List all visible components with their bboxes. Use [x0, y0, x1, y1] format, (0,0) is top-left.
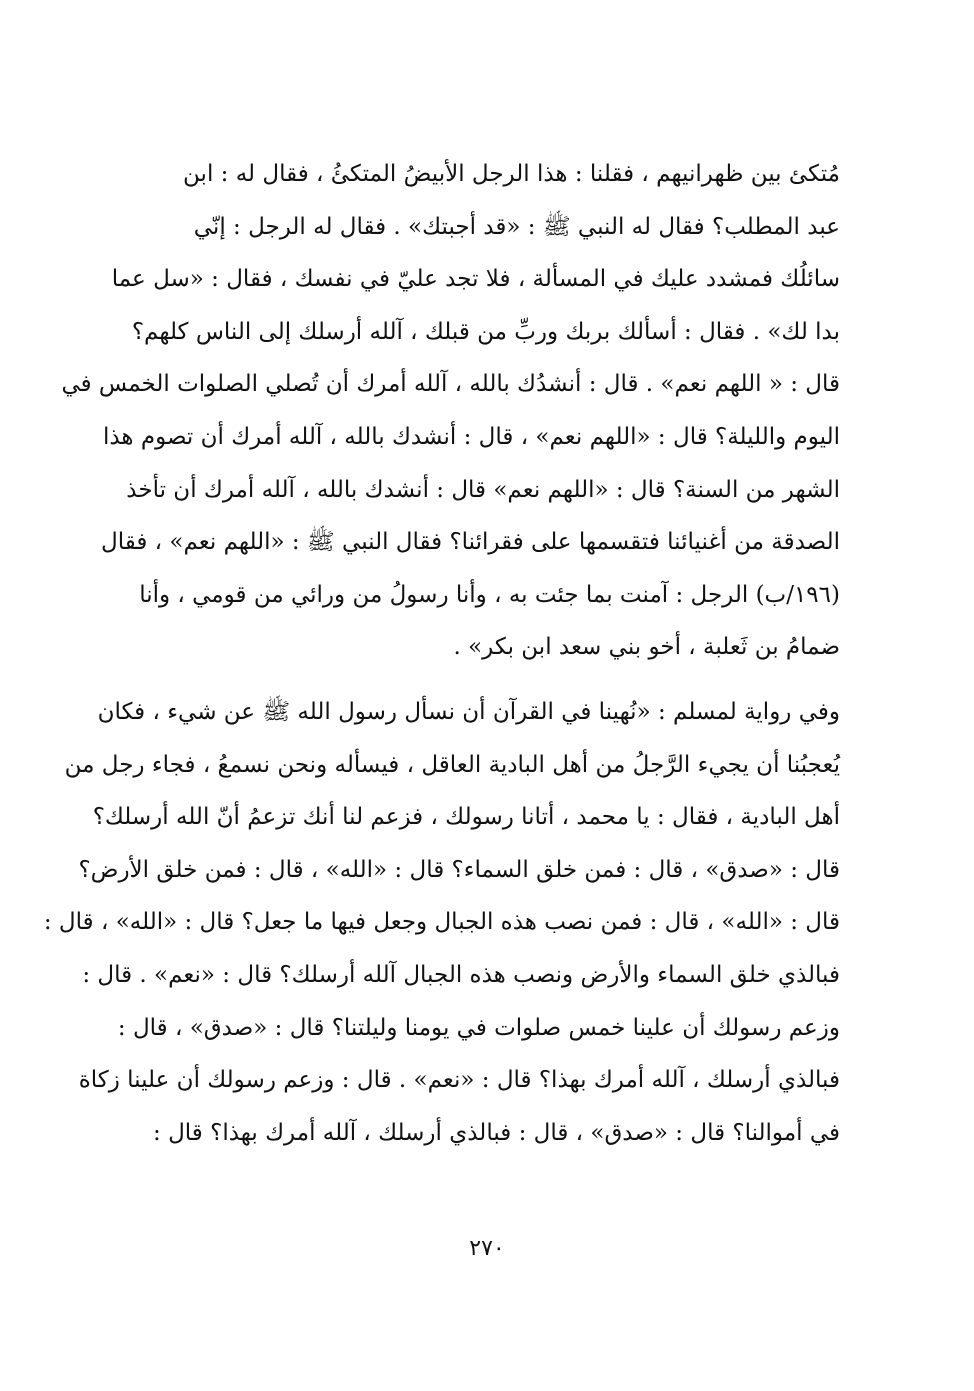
text-line: فبالذي أرسلك ، آلله أمرك بهذا؟ قال : «نعم» . قال : وزعم رسولك أن علينا زكاة: [78, 1067, 840, 1094]
text-line: بدا لك» . فقال : أسألك بربك وربِّ من قبلك ، آلله أرسلك إلى الناس كلهم؟: [131, 318, 840, 345]
text-line: ضمامُ بن ثَعلبة ، أخو بني سعد ابن بكر» .: [453, 634, 840, 661]
paragraph-1: [61, 148, 840, 674]
text-line: مُتكئ بين ظهرانيهم ، فقلنا : هذا الرجل الأبيضُ المتكئُ ، فقال له : ابن: [183, 161, 840, 187]
text-line: الشهر من السنة؟ قال : «اللهم نعم» قال : أنشدك بالله ، آلله أمرك أن تأخذ: [126, 476, 840, 503]
paragraph-2: [43, 686, 840, 1159]
text-line: سائلُك فمشدد عليك في المسألة ، فلا تجد عليّ في نفسك ، فقال : «سل عما: [111, 266, 840, 293]
text-line: يُعجبُنا أن يجيء الرَّجلُ من أهل البادية العاقل ، فيسأله ونحن نسمعُ ، فجاء رجل من: [64, 751, 840, 778]
text-line: (١٩٦/ب) الرجل : آمنت بما جئت به ، وأنا رسولُ من ورائي من قومي ، وأنا: [139, 581, 840, 608]
text-line: عبد المطلب؟ فقال له النبي ﷺ : «قد أجبتك» . فقال له الرجل : إنّي: [193, 213, 840, 240]
text-line: قال : « اللهم نعم» . قال : أنشدُك بالله ، آلله أمرك أن تُصلي الصلوات الخمس في: [61, 371, 840, 398]
page-number: ٢٧٠: [469, 1236, 505, 1261]
text-line: اليوم والليلة؟ قال : «اللهم نعم» ، قال : أنشدك بالله ، آلله أمرك أن تصوم هذا: [102, 423, 840, 450]
text-line: قال : «الله» ، قال : فمن نصب هذه الجبال وجعل فيها ما جعل؟ قال : «الله» ، قال :: [43, 909, 840, 936]
text-line: وفي رواية لمسلم : «نُهينا في القرآن أن نسأل رسول الله ﷺ عن شيء ، فكان: [97, 699, 840, 725]
text-line: فبالذي خلق السماء والأرض ونصب هذه الجبال آلله أرسلك؟ قال : «نعم» . قال :: [82, 961, 840, 988]
text-line: وزعم رسولك أن علينا خمس صلوات في يومنا وليلتنا؟ قال : «صدق» ، قال :: [117, 1014, 840, 1041]
text-line: الصدقة من أغنيائنا فتقسمها على فقرائنا؟ فقال النبي ﷺ : «اللهم نعم» ، فقال: [100, 529, 840, 556]
text-line: أهل البادية ، فقال : يا محمد ، أتانا رسولك ، فزعم لنا أنك تزعمُ أنّ الله أرسلك؟: [92, 804, 840, 831]
text-line: قال : «صدق» ، قال : فمن خلق السماء؟ قال : «الله» ، قال : فمن خلق الأرض؟: [78, 856, 840, 883]
text-line: في أموالنا؟ قال : «صدق» ، قال : فبالذي أرسلك ، آلله أمرك بهذا؟ قال :: [153, 1119, 840, 1146]
